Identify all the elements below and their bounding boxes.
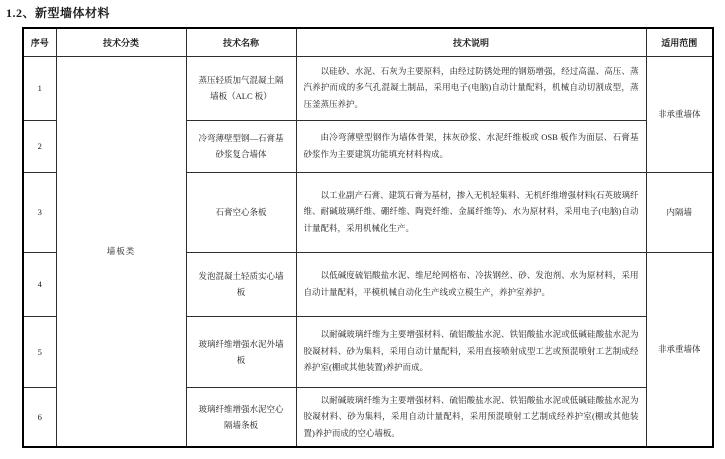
header-description: 技术说明 [296, 28, 646, 56]
scope-cell: 内隔墙 [646, 172, 713, 252]
header-name: 技术名称 [186, 28, 296, 56]
tech-name-cell: 石膏空心条板 [186, 172, 296, 252]
scope-cell: 非承重墙体 [646, 252, 713, 447]
tech-description-cell: 以耐碱玻璃纤维为主要增强材料、硫铝酸盐水泥、铁铝酸盐水泥或低碱硅酸盐水泥为胶凝材料、砂为集料，采用自动计量配料，采用预混喷射工艺制成经养护室(棚或其他装置)养护而成的空心墙板。 [296, 387, 646, 447]
serial-cell: 5 [23, 316, 56, 387]
tech-name-cell: 玻璃纤维增强水泥外墙板 [186, 316, 296, 387]
serial-cell: 1 [23, 56, 56, 120]
table-header-row [23, 28, 713, 56]
header-serial: 序号 [23, 28, 56, 56]
serial-cell: 3 [23, 172, 56, 252]
serial-cell: 2 [23, 120, 56, 172]
tech-description-cell: 以硅砂、水泥、石灰为主要原料，由经过防锈处理的钢筋增强，经过高温、高压、蒸汽养护而成的多气孔混凝土制品，采用电子(电脑)自动计量配料，机械自动切割成型，蒸压釜蒸压养护。 [296, 56, 646, 120]
tech-name-cell: 冷弯薄壁型钢—石膏基砂浆复合墙体 [186, 120, 296, 172]
tech-description-cell: 以低碱度硫铝酸盐水泥、维尼纶网格布、冷拔钢丝、砂、发泡剂、水为原材料，采用自动计量配料，平模机械自动化生产线或立模生产，养护室养护。 [296, 252, 646, 316]
tech-description-cell: 以耐碱玻璃纤维为主要增强材料、硫铝酸盐水泥、铁铝酸盐水泥或低碱硅酸盐水泥为胶凝材料、砂为集料，采用自动计量配料，采用直接喷射成型工艺或预混喷射工艺制成经养护室(棚或其他装置)养护而成。 [296, 316, 646, 387]
scope-cell: 非承重墙体 [646, 56, 713, 172]
tech-name-cell: 发泡混凝土轻质实心墙板 [186, 252, 296, 316]
header-category: 技术分类 [56, 28, 186, 56]
serial-cell: 6 [23, 387, 56, 447]
tech-name-cell: 玻璃纤维增强水泥空心隔墙条板 [186, 387, 296, 447]
page-title: 1.2、新型墙体材料 [6, 6, 111, 20]
tech-description-cell: 由冷弯薄壁型钢作为墙体骨架，抹灰砂浆、水泥纤维板或 OSB 板作为面层、石膏基砂浆作为主要建筑功能填充材料构成。 [296, 120, 646, 172]
tech-name-cell: 蒸压轻质加气混凝土隔墙板（ALC 板） [186, 56, 296, 120]
category-cell: 墙板类 [56, 56, 186, 447]
tech-description-cell: 以工业副产石膏、建筑石膏为基材，掺入无机轻集料、无机纤维增强材料(石英玻璃纤维、耐碱玻璃纤维、硼纤维、陶瓷纤维、金属纤维等)、水为原材料，采用电子(电脑)自动计量配料，采用机械化生产。 [296, 172, 646, 252]
header-scope: 适用范围 [646, 28, 713, 56]
materials-table [22, 27, 714, 448]
serial-cell: 4 [23, 252, 56, 316]
table-row [23, 56, 713, 120]
